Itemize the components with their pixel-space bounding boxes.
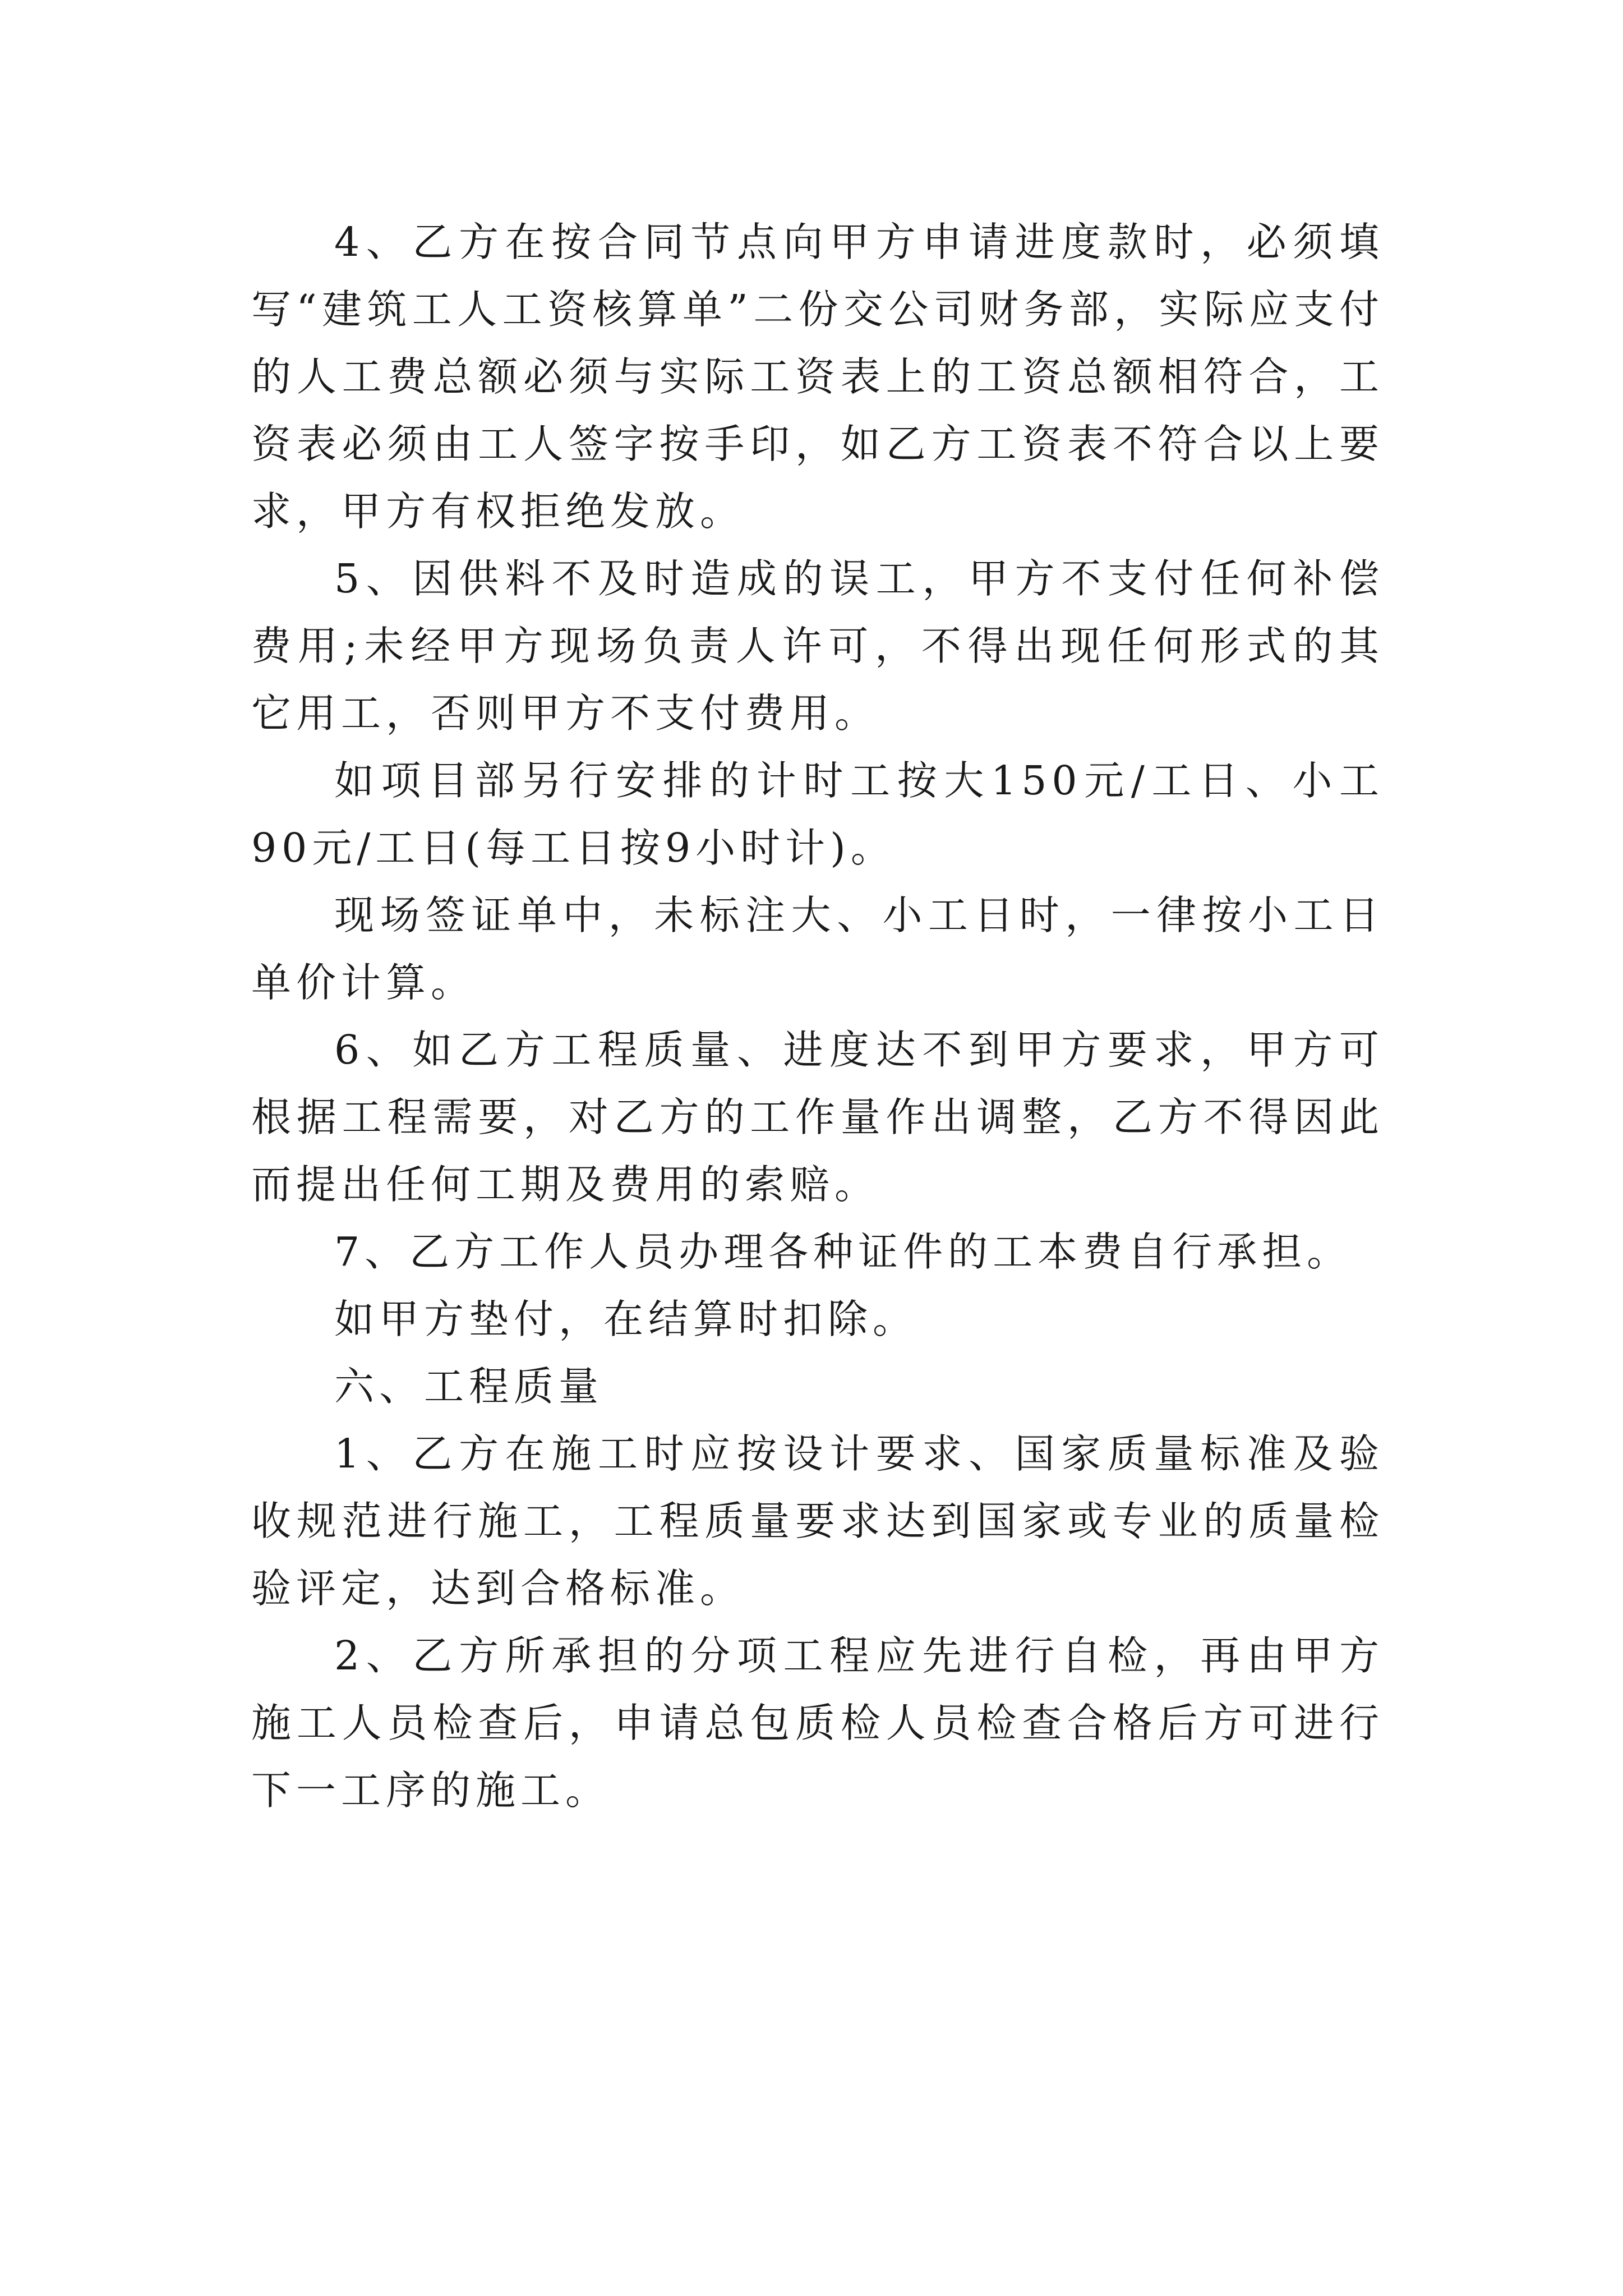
paragraph-quality-adjustment: 6、如乙方工程质量、进度达不到甲方要求，甲方可根据工程需要，对乙方的工作量作出调整，乙方不得因此而提出任何工期及费用的索赔。 <box>251 1027 1384 1208</box>
paragraph-delay-compensation: 5、因供料不及时造成的误工，甲方不支付任何补偿费用;未经甲方现场负责人许可，不得出现任何形式的其它用工，否则甲方不支付费用。 <box>251 555 1384 737</box>
paragraph-hourly-rate: 如项目部另行安排的计时工按大150元/工日、小工90元/工日(每工日按9小时计)。 <box>251 757 1384 871</box>
document-body <box>251 209 1384 1824</box>
paragraph-payment-request: 4、乙方在按合同节点向甲方申请进度款时，必须填写“建筑工人工资核算单”二份交公司财务部，实际应支付的人工费总额必须与实际工资表上的工资总额相符合，工资表必须由工人签字按手印，如乙方工资表不符合以上要求，甲方有权拒绝发放。 <box>251 219 1384 535</box>
paragraph-site-visa: 现场签证单中，未标注大、小工日时，一律按小工日单价计算。 <box>251 892 1384 1006</box>
paragraph-advance-deduction: 如甲方垫付，在结算时扣除。 <box>334 1296 918 1342</box>
paragraph-quality-standards: 1、乙方在施工时应按设计要求、国家质量标准及验收规范进行施工，工程质量要求达到国家或专业的质量检验评定，达到合格标准。 <box>251 1430 1384 1612</box>
paragraph-certificate-fees: 7、乙方工作人员办理各种证件的工本费自行承担。 <box>334 1228 1352 1275</box>
section-heading-quality: 六、工程质量 <box>334 1363 604 1410</box>
paragraph-self-inspection: 2、乙方所承担的分项工程应先进行自检，再由甲方施工人员检查后，申请总包质检人员检查合格后方可进行下一工序的施工。 <box>251 1632 1384 1814</box>
